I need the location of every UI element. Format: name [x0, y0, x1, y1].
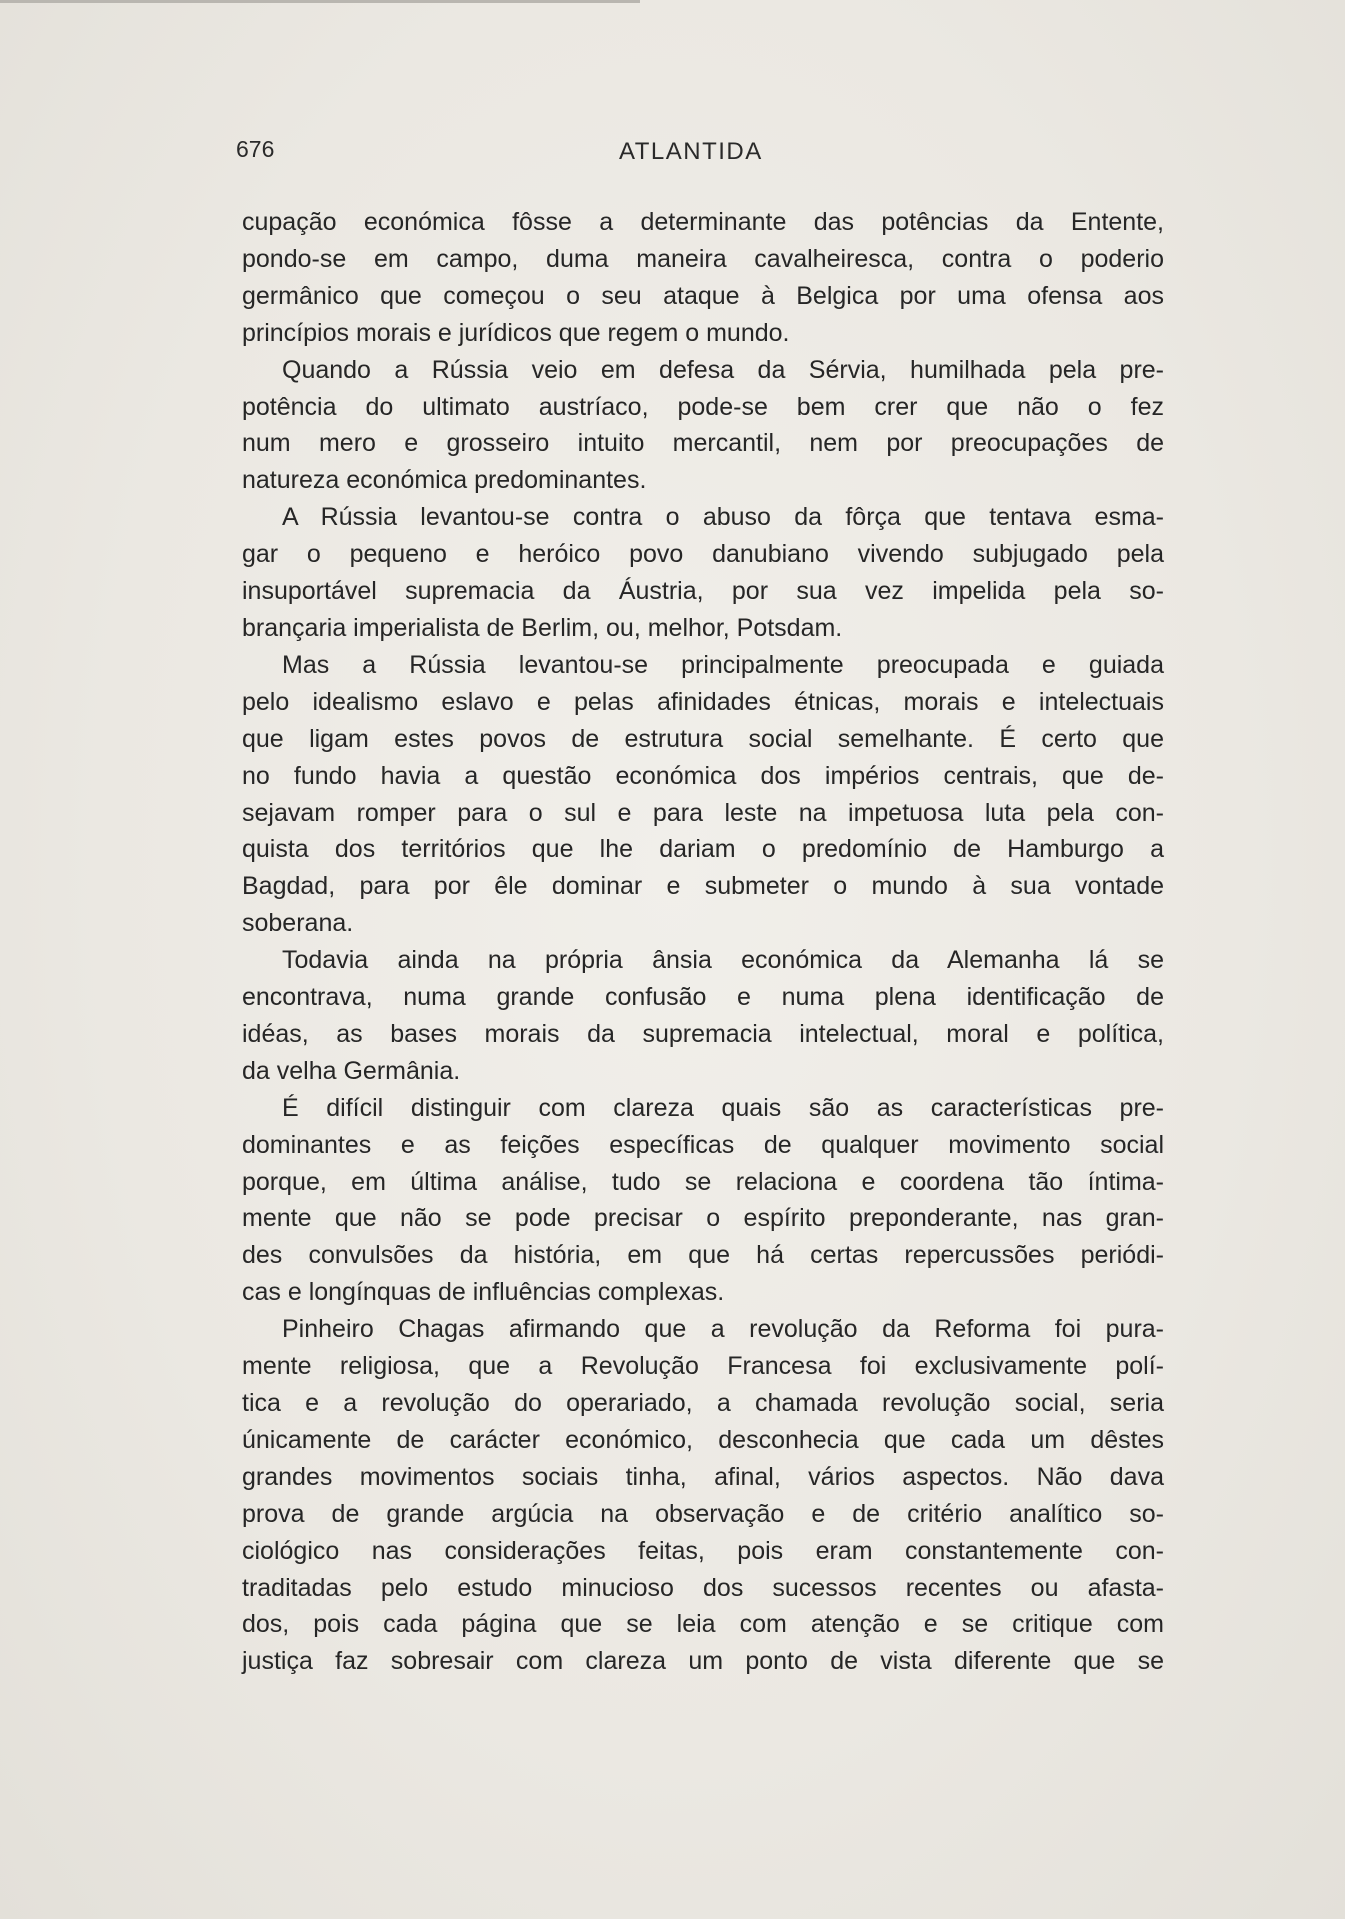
- text-line: princípios morais e jurídicos que regem o mundo.: [242, 318, 790, 347]
- text-line: mente que não se pode precisar o espírito preponderante, nas gran-: [242, 1204, 1164, 1233]
- text-line: Bagdad, para por êle dominar e submeter o mundo à sua vontade: [242, 872, 1164, 901]
- text-line: potência do ultimato austríaco, pode-se bem crer que não o fez: [242, 392, 1164, 421]
- text-line: cas e longínquas de influências complexas.: [242, 1278, 725, 1307]
- paragraph: [242, 1090, 1164, 1311]
- page-header: [236, 136, 1166, 172]
- paragraph: [242, 942, 1164, 1090]
- text-line: no fundo havia a questão económica dos impérios centrais, que de-: [242, 761, 1164, 790]
- text-line: É difícil distinguir com clareza quais são as características pre-: [282, 1093, 1164, 1122]
- text-line: des convulsões da história, em que há certas repercussões periódi-: [242, 1241, 1164, 1270]
- text-line: tica e a revolução do operariado, a chamada revolução social, seria: [242, 1389, 1164, 1417]
- text-line: sejavam romper para o sul e para leste na impetuosa luta pela con-: [242, 798, 1164, 827]
- text-line: natureza económica predominantes.: [242, 466, 647, 495]
- text-line: num mero e grosseiro intuito mercantil, nem por preocupações de: [242, 429, 1164, 458]
- text-line: ciológico nas considerações feitas, pois eram constantemente con-: [242, 1536, 1164, 1565]
- running-title: ATLANTIDA: [619, 138, 763, 165]
- text-line: únicamente de carácter económico, desconhecia que cada um dêstes: [242, 1425, 1164, 1454]
- text-line: idéas, as bases morais da supremacia intelectual, moral e política,: [242, 1019, 1164, 1048]
- text-line: A Rússia levantou-se contra o abuso da fôrça que tentava esma-: [282, 503, 1164, 532]
- paragraph: [242, 647, 1164, 942]
- text-line: dos, pois cada página que se leia com atenção e se critique com: [242, 1610, 1164, 1639]
- text-line: Mas a Rússia levantou-se principalmente preocupada e guiada: [282, 650, 1164, 679]
- text-line: Todavia ainda na própria ânsia económica da Alemanha lá se: [282, 946, 1164, 975]
- paragraph: [242, 499, 1164, 647]
- text-line: brançaria imperialista de Berlim, ou, melhor, Potsdam.: [242, 613, 843, 642]
- text-line: pelo idealismo eslavo e pelas afinidades étnicas, morais e intelectuais: [242, 687, 1164, 716]
- text-line: traditadas pelo estudo minucioso dos sucessos recentes ou afasta-: [242, 1573, 1164, 1602]
- text-line: soberana.: [242, 909, 354, 938]
- text-line: da velha Germânia.: [242, 1056, 461, 1085]
- text-line: cupação económica fôsse a determinante das potências da Entente,: [242, 208, 1164, 236]
- text-line: Quando a Rússia veio em defesa da Sérvia, humilhada pela pre-: [282, 355, 1164, 384]
- text-line: prova de grande argúcia na observação e de critério analítico so-: [242, 1499, 1164, 1528]
- text-line: quista dos territórios que lhe dariam o predomínio de Hamburgo a: [242, 835, 1164, 864]
- page-top-edge: [0, 0, 640, 3]
- body-text: [242, 204, 1164, 1680]
- text-line: justiça faz sobresair com clareza um ponto de vista diferente que se: [242, 1647, 1164, 1676]
- text-line: Pinheiro Chagas afirmando que a revolução da Reforma foi pura-: [282, 1315, 1164, 1344]
- paragraph: [242, 204, 1164, 352]
- text-line: porque, em última análise, tudo se relaciona e coordena tão íntima-: [242, 1167, 1164, 1196]
- text-line: germânico que começou o seu ataque à Belgica por uma ofensa aos: [242, 281, 1164, 310]
- text-line: mente religiosa, que a Revolução Francesa foi exclusivamente polí-: [242, 1352, 1164, 1381]
- paragraph: [242, 352, 1164, 500]
- text-line: insuportável supremacia da Áustria, por sua vez impelida pela so-: [242, 577, 1164, 606]
- paragraph: [242, 1311, 1164, 1680]
- text-line: grandes movimentos sociais tinha, afinal, vários aspectos. Não dava: [242, 1462, 1164, 1491]
- text-line: que ligam estes povos de estrutura social semelhante. É certo que: [242, 724, 1164, 753]
- page-number: 676: [236, 136, 275, 162]
- text-line: pondo-se em campo, duma maneira cavalheiresca, contra o poderio: [242, 244, 1164, 273]
- text-line: encontrava, numa grande confusão e numa plena identificação de: [242, 983, 1164, 1012]
- text-line: dominantes e as feições específicas de qualquer movimento social: [242, 1130, 1164, 1159]
- text-line: gar o pequeno e heróico povo danubiano vivendo subjugado pela: [242, 540, 1164, 569]
